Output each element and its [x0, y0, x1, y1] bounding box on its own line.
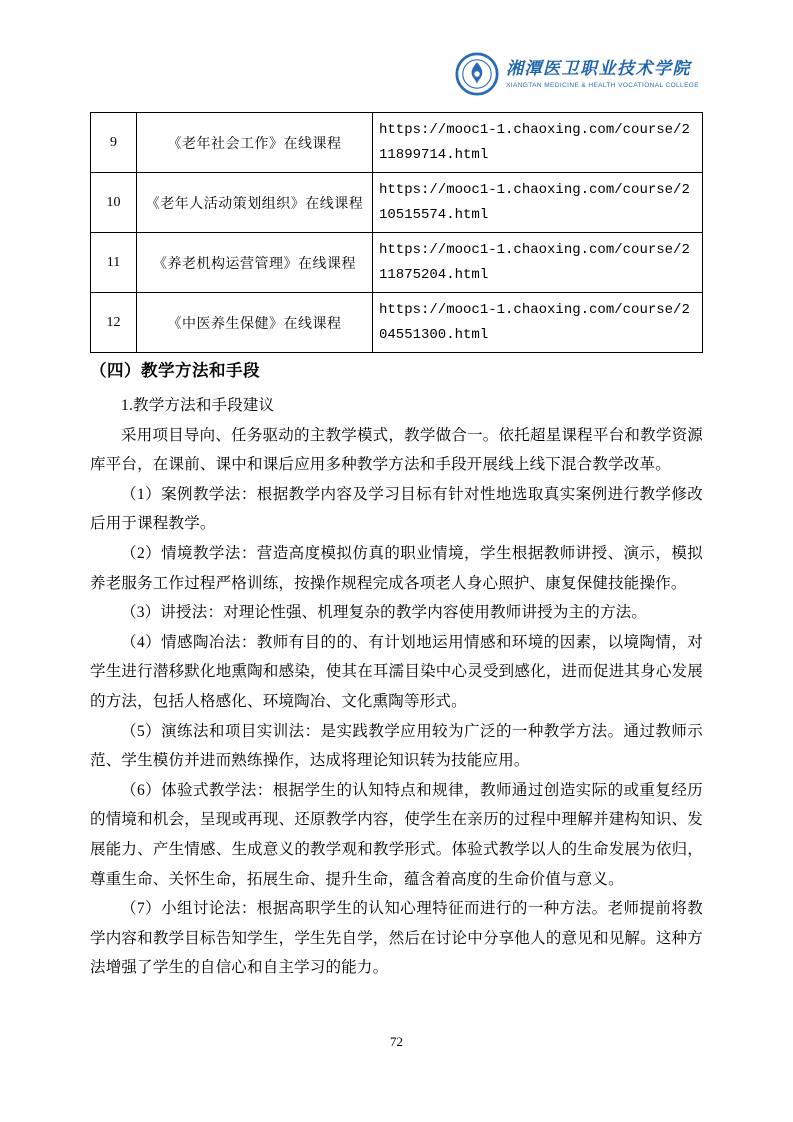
row-number: 9 — [91, 113, 137, 173]
paragraph-method-6: （6）体验式教学法：根据学生的认知特点和规律，教师通过创造实际的或重复经历的情境和机会，呈现或再现、还原教学内容，使学生在亲历的过程中理解并建构知识、发展能力、产生情感、生成意义的教学观和教学形式。体验式教学以人的生命发展为依归，尊重生命、关怀生命，拓展生命、提升生命，蕴含着高度的生命价值与意义。 — [90, 781, 703, 888]
college-logo — [455, 52, 699, 96]
course-links-table — [90, 112, 703, 353]
page-footer — [0, 1034, 793, 1050]
college-name-en: XIANGTAN MEDICINE & HEALTH VOCATIONAL COLLEGE — [506, 81, 699, 89]
table-row — [91, 113, 703, 173]
college-logo-text — [506, 59, 699, 88]
paragraph-method-1: （1）案例教学法：根据教学内容及学习目标有针对性地选取真实案例进行教学修改后用于课程教学。 — [90, 485, 703, 533]
college-name-cn: 湘潭医卫职业技术学院 — [506, 59, 692, 79]
college-emblem-icon — [455, 52, 499, 96]
table-row — [91, 233, 703, 293]
course-name: 《老年人活动策划组织》在线课程 — [137, 173, 373, 233]
course-name: 《老年社会工作》在线课程 — [137, 113, 373, 173]
paragraph-method-4: （4）情感陶冶法：教师有目的的、有计划地运用情感和环境的因素，以境陶情，对学生进行潜移默化地熏陶和感染，使其在耳濡目染中心灵受到感化，进而促进其身心发展的方法，包括人格感化、环境陶冶、文化熏陶等形式。 — [90, 633, 703, 710]
course-url-link[interactable]: https://mooc1-1.chaoxing.com/course/210515574.html — [373, 173, 703, 233]
course-url-link[interactable]: https://mooc1-1.chaoxing.com/course/204551300.html — [373, 293, 703, 353]
row-number: 10 — [91, 173, 137, 233]
page-header — [455, 52, 699, 96]
paragraph-method-7: （7）小组讨论法：根据高职学生的认知心理特征而进行的一种方法。老师提前将教学内容和教学目标告知学生，学生先自学，然后在讨论中分享他人的意见和见解。这种方法增强了学生的自信心和自主学习的能力。 — [90, 900, 703, 977]
row-number: 12 — [91, 293, 137, 353]
paragraph-method-2: （2）情境教学法：营造高度模拟仿真的职业情境，学生根据教师讲授、演示，模拟养老服务工作过程严格训练，按操作规程完成各项老人身心照护、康复保健技能操作。 — [90, 544, 703, 592]
section-heading: （四）教学方法和手段 — [90, 361, 260, 380]
course-name: 《中医养生保健》在线课程 — [137, 293, 373, 353]
subsection-title: 1.教学方法和手段建议 — [121, 397, 275, 414]
paragraph-method-3: （3）讲授法：对理论性强、机理复杂的教学内容使用教师讲授为主的方法。 — [121, 604, 648, 622]
paragraph-intro: 采用项目导向、任务驱动的主教学模式，教学做合一。依托超星课程平台和教学资源库平台，在课前、课中和课后应用多种教学方法和手段开展线上线下混合教学改革。 — [90, 426, 703, 474]
table-row — [91, 293, 703, 353]
course-url-link[interactable]: https://mooc1-1.chaoxing.com/course/211899714.html — [373, 113, 703, 173]
document-body — [90, 356, 703, 983]
row-number: 11 — [91, 233, 137, 293]
course-url-link[interactable]: https://mooc1-1.chaoxing.com/course/211875204.html — [373, 233, 703, 293]
page-number: 72 — [390, 1034, 403, 1049]
paragraph-method-5: （5）演练法和项目实训法：是实践教学应用较为广泛的一种教学方法。通过教师示范、学生模仿并进而熟练操作，达成将理论知识转为技能应用。 — [90, 722, 703, 770]
course-name: 《养老机构运营管理》在线课程 — [137, 233, 373, 293]
table-row — [91, 173, 703, 233]
